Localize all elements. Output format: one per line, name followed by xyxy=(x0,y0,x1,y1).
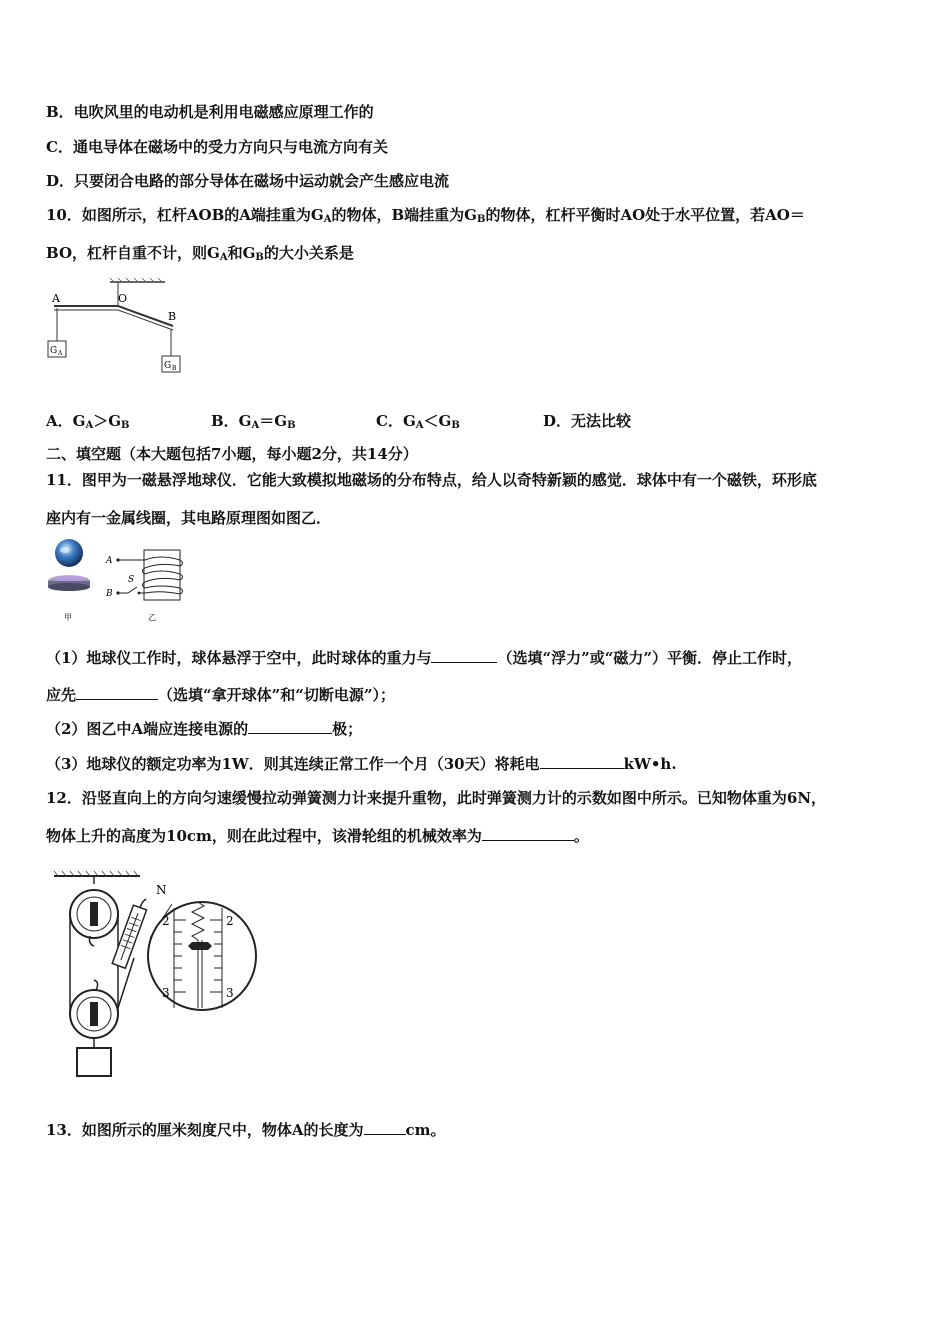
q11-part1-line1: （1）地球仪工作时，球体悬浮于空中，此时球体的重力与 （选填“浮力”或“磁力”）平衡．停止工作时， xyxy=(46,649,802,667)
q9-option-b: B．电吹风里的电动机是利用电磁感应原理工作的 xyxy=(46,103,374,121)
answer-blank-4[interactable] xyxy=(540,754,624,769)
unit-label-n: N xyxy=(156,883,167,897)
q10-option-a: A．$G_A>G_B$ xyxy=(46,412,130,431)
answer-blank-3[interactable] xyxy=(248,719,332,734)
weight-block xyxy=(77,1048,111,1076)
lever-label-b: B xyxy=(168,310,177,323)
globe-ball xyxy=(55,539,83,567)
answer-blank-6[interactable] xyxy=(364,1120,406,1135)
q11-part3: （3）地球仪的额定功率为1W．则其连续正常工作一个月（30天）将耗电 kW•h. xyxy=(46,755,677,773)
answer-blank-5[interactable] xyxy=(482,826,574,841)
q9-option-c: C．通电导体在磁场中的受力方向只与电流方向有关 xyxy=(46,138,388,156)
lever-label-o: O xyxy=(118,292,128,305)
lever-figure xyxy=(40,272,190,382)
q11-part1-line2: 应先 （选填“拿开球体”和“切断电源”）； xyxy=(46,686,396,704)
q10-option-c: C．$G_A<G_B$ xyxy=(376,412,460,431)
svg-text:B: B xyxy=(106,589,113,599)
scale-pointer xyxy=(192,942,208,950)
caption-jia: 甲 xyxy=(64,613,72,622)
caption-yi: 乙 xyxy=(148,613,156,622)
q11-part2: （2）图乙中A端应连接电源的 极； xyxy=(46,720,363,738)
answer-blank-1[interactable] xyxy=(431,648,497,663)
pulley-figure xyxy=(52,868,262,1084)
q10-stem-line2: BO，杠杆自重不计，则$G_A$和$G_B$的大小关系是 xyxy=(46,244,354,263)
lever-label-a: A xyxy=(52,292,60,305)
maglev-globe-figure xyxy=(40,538,200,626)
q13-stem: 13．如图所示的厘米刻度尺中，物体A的长度为 cm。 xyxy=(46,1121,446,1139)
svg-text:2: 2 xyxy=(162,914,170,928)
q12-stem-line1: 12．沿竖直向上的方向匀速缓慢拉动弹簧测力计来提升重物，此时弹簧测力计的示数如图中所示。已知物体重为6N， xyxy=(46,789,827,807)
svg-text:2: 2 xyxy=(226,914,234,928)
q11-stem-line2: 座内有一金属线圈，其电路原理图如图乙． xyxy=(46,509,332,527)
weight-gb-label: G xyxy=(164,361,172,371)
weight-ga-label: G xyxy=(50,346,58,356)
svg-text:B: B xyxy=(172,365,177,372)
section-title: 二、填空题（本大题包括7小题，每小题2分，共14分） xyxy=(46,445,418,463)
q10-stem-line1: 10．如图所示，杠杆AOB的A端挂重为$G_A$的物体，B端挂重为$G_B$的物体，杠杆平衡时AO处于水平位置，若AO＝ xyxy=(46,206,805,225)
svg-text:3: 3 xyxy=(226,986,234,1000)
svg-text:S: S xyxy=(128,575,135,585)
svg-text:A: A xyxy=(58,350,63,357)
svg-text:A: A xyxy=(106,556,113,566)
svg-text:3: 3 xyxy=(162,986,170,1000)
q11-stem-line1: 11．图甲为一磁悬浮地球仪．它能大致模拟地磁场的分布特点，给人以奇特新颖的感觉．球体中有一个磁铁，环形底 xyxy=(46,471,817,489)
q10-option-d: D．无法比较 xyxy=(543,412,632,430)
q9-option-d: D．只要闭合电路的部分导体在磁场中运动就会产生感应电流 xyxy=(46,172,450,190)
coil-winding xyxy=(143,557,183,594)
q12-stem-line2: 物体上升的高度为10cm，则在此过程中，该滑轮组的机械效率为 。 xyxy=(46,827,589,845)
answer-blank-2[interactable] xyxy=(76,685,158,700)
q10-option-b: B．$G_A=G_B$ xyxy=(211,412,296,431)
